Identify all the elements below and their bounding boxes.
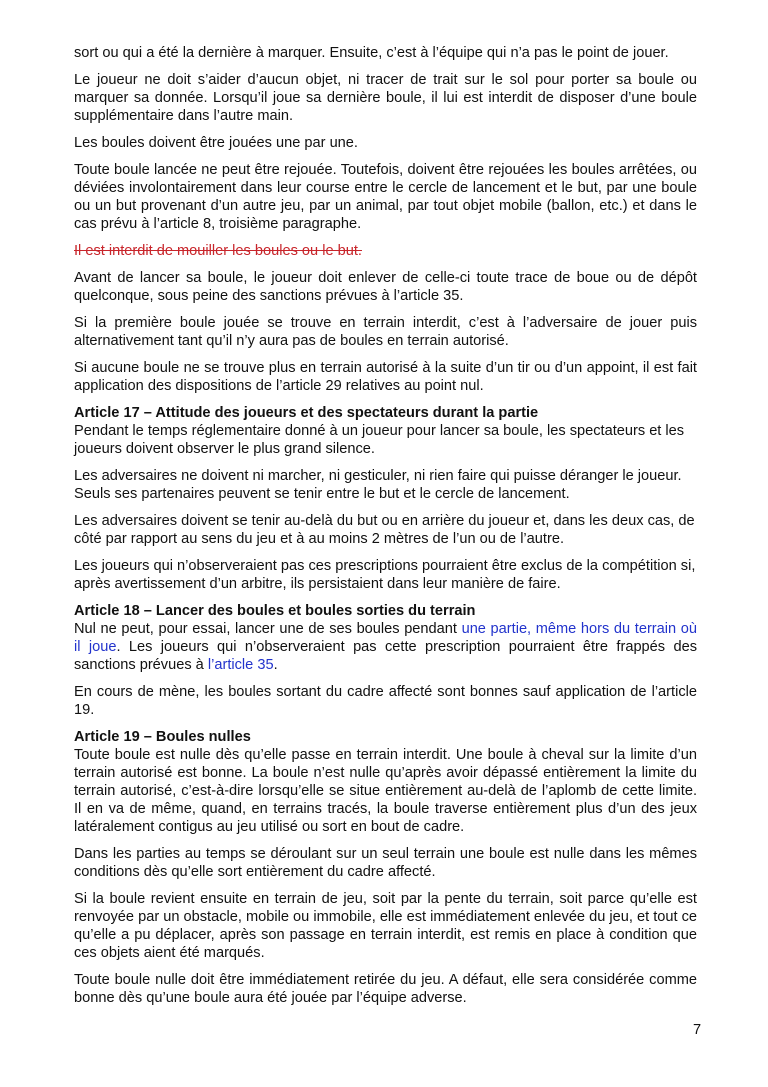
paragraph: Toute boule nulle doit être immédiatement retirée du jeu. A défaut, elle sera considérée comme bonne dès qu’une boule aura été jouée par l’équipe adverse. xyxy=(74,972,697,1006)
article-19-heading: Article 19 – Boules nulles xyxy=(74,729,251,745)
document-page xyxy=(74,44,697,1016)
paragraph: sort ou qui a été la dernière à marquer. Ensuite, c’est à l’équipe qui n’a pas le point de jouer. xyxy=(74,45,669,61)
paragraph: Avant de lancer sa boule, le joueur doit enlever de celle-ci toute trace de boue ou de dépôt quelconque, sous peine des sanctions prévues à l’article 35. xyxy=(74,270,697,304)
strikethrough-text: Il est interdit de mouiller les boules ou le but. xyxy=(74,243,362,259)
paragraph: Les adversaires doivent se tenir au-delà du but ou en arrière du joueur et, dans les deux cas, de côté par rapport au sens du jeu et à au moins 2 mètres de l’un ou de l’autre. xyxy=(74,513,695,547)
paragraph: Si la première boule jouée se trouve en terrain interdit, c’est à l’adversaire de jouer puis alternativement tant qu’il n’y aura pas de boules en terrain autorisé. xyxy=(74,315,697,349)
paragraph: En cours de mène, les boules sortant du cadre affecté sont bonnes sauf application de l’article 19. xyxy=(74,684,697,718)
page-number: 7 xyxy=(693,1022,702,1038)
paragraph: Toute boule lancée ne peut être rejouée. Toutefois, doivent être rejouées les boules arrêtées, ou déviées involontairement dans leur course entre le cercle de lancement et le but, par une boule ou un but provenant d’un autre jeu, par un animal, par tout objet mobile (ballon, etc.) et dans le cas prévu à l’article 8, troisième paragraphe. xyxy=(74,162,697,232)
paragraph: Si aucune boule ne se trouve plus en terrain autorisé à la suite d’un tir ou d’un appoint, il est fait application des dispositions de l’article 29 relatives au point nul. xyxy=(74,360,697,394)
article-18-heading: Article 18 – Lancer des boules et boules sorties du terrain xyxy=(74,603,476,619)
article-17-heading: Article 17 – Attitude des joueurs et des spectateurs durant la partie xyxy=(74,405,539,421)
paragraph: Si la boule revient ensuite en terrain de jeu, soit par la pente du terrain, soit parce qu’elle est renvoyée par un obstacle, mobile ou immobile, elle est immédiatement enlevée du jeu, et tout ce qu’elle a pu déplacer, après son passage en terrain interdit, est remis en place à condition que ces objets aient été marqués. xyxy=(74,891,698,961)
deleted-paragraph xyxy=(74,242,697,260)
text-segment: Nul ne peut, pour essai, lancer une de ses boules pendant xyxy=(74,621,462,637)
paragraph: Dans les parties au temps se déroulant sur un seul terrain une boule est nulle dans les mêmes conditions dès qu’elle sort entièrement du cadre affecté. xyxy=(74,846,697,880)
paragraph: Le joueur ne doit s’aider d’aucun objet, ni tracer de trait sur le sol pour porter sa boule ou marquer sa donnée. Lorsqu’il joue sa dernière boule, il lui est interdit de disposer d’une boule supplémentaire dans l’autre main. xyxy=(74,72,697,124)
text-segment: . Les joueurs qui n’observeraient pas cette prescription pourraient être frappés des sanctions prévues à xyxy=(74,639,697,673)
paragraph: Les adversaires ne doivent ni marcher, ni gesticuler, ni rien faire qui puisse déranger le joueur. Seuls ses partenaires peuvent se tenir entre le but et le cercle de lancement. xyxy=(74,468,682,502)
paragraph: Les boules doivent être jouées une par une. xyxy=(74,135,358,151)
paragraph: Pendant le temps réglementaire donné à un joueur pour lancer sa boule, les spectateurs et les joueurs doivent observer le plus grand silence. xyxy=(74,423,685,457)
revised-text: une partie, même hors du terrain où il joue xyxy=(74,621,697,655)
paragraph xyxy=(74,620,697,674)
text-segment: . xyxy=(273,657,278,673)
paragraph: Toute boule est nulle dès qu’elle passe en terrain interdit. Une boule à cheval sur la limite d’un terrain autorisé est bonne. La boule n’est nulle qu’après avoir dépassé entièrement la limite du terrain autorisé, c’est-à-dire lorsqu’elle se situe entièrement au-delà de l’aplomb de cette limite. Il en va de même, quand, en terrains tracés, la boule traverse entièrement plus d’un des jeux latéralement contigus au jeu utilisé ou sort en bout de cadre. xyxy=(74,747,697,835)
paragraph: Les joueurs qui n’observeraient pas ces prescriptions pourraient être exclus de la compétition si, après avertissement d’un arbitre, ils persistaient dans leur manière de faire. xyxy=(74,558,696,592)
revised-text: l’article 35 xyxy=(207,657,274,673)
